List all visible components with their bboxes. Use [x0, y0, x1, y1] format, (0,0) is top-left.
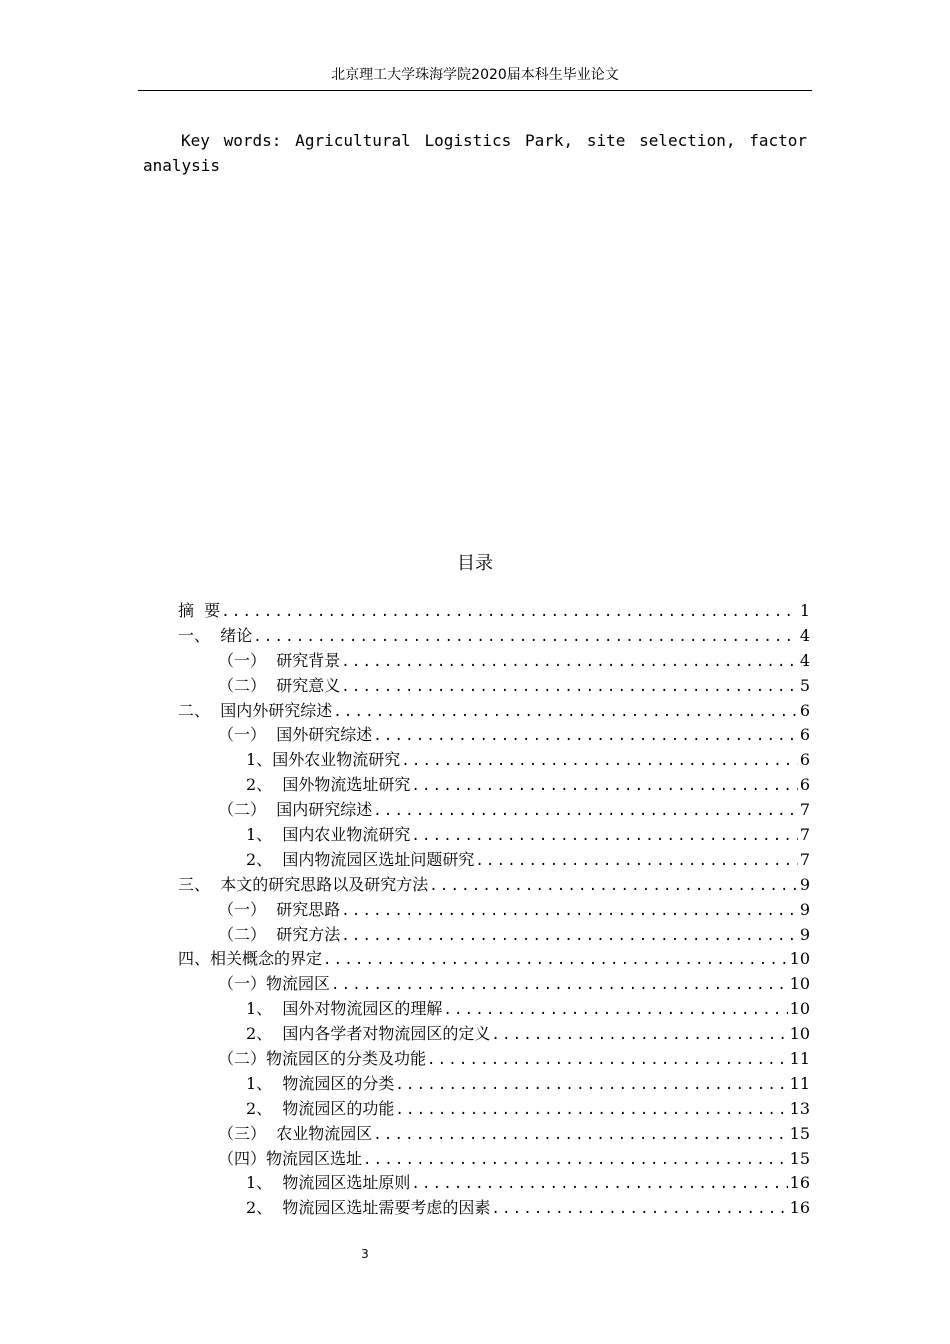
- toc-entry-title: 物流园区选址需要考虑的因素: [282, 1198, 491, 1218]
- toc-entry-page: 10: [789, 949, 810, 969]
- toc-entry[interactable]: [178, 1122, 810, 1147]
- toc-entry[interactable]: [178, 947, 810, 972]
- toc-entry[interactable]: [178, 1072, 810, 1097]
- toc-entry-title: 相关概念的界定: [210, 949, 323, 969]
- toc-dot-leader: [411, 1172, 787, 1196]
- toc-entry-number: （一）: [218, 974, 267, 994]
- toc-entry-number: （三）: [218, 1123, 277, 1143]
- toc-entry[interactable]: [178, 1022, 810, 1047]
- toc-entry-page: 10: [789, 999, 810, 1019]
- toc-dot-leader: [491, 1197, 787, 1221]
- toc-entry-number: （二）: [218, 800, 277, 820]
- toc-entry-page: 11: [789, 1049, 810, 1069]
- toc-entry-title: 研究背景: [276, 650, 341, 670]
- toc-entry-page: 15: [789, 1148, 810, 1168]
- toc-entry-page: 11: [789, 1073, 810, 1093]
- toc-entry-number: （二）: [218, 1049, 267, 1069]
- toc-dot-leader: [341, 650, 798, 674]
- toc-entry-number: 2、: [246, 1198, 283, 1218]
- toc-dot-leader: [443, 998, 787, 1022]
- toc-entry-title: 物流园区: [266, 974, 331, 994]
- toc-entry-number: （一）: [218, 899, 277, 919]
- toc-dot-leader: [395, 1073, 787, 1097]
- toc-entry-number: 2、: [246, 1024, 283, 1044]
- toc-entry[interactable]: [178, 972, 810, 997]
- toc-entry-page: 4: [799, 650, 810, 670]
- toc-dot-leader: [341, 924, 798, 948]
- keywords-paragraph: Key words: Agricultural Logistics Park, site selection, factor analysis: [143, 131, 807, 175]
- toc-dot-leader: [395, 1098, 787, 1122]
- toc-entry[interactable]: [178, 848, 810, 873]
- toc-entry-page: 16: [789, 1173, 810, 1193]
- toc-entry-title: 绪论: [220, 625, 253, 645]
- toc-entry-number: 1、: [246, 999, 283, 1019]
- toc-dot-leader: [427, 1048, 788, 1072]
- toc-entry[interactable]: [178, 923, 810, 948]
- running-header: 北京理工大学珠海学院2020届本科生毕业论文: [138, 64, 812, 91]
- toc-entry[interactable]: [178, 1171, 810, 1196]
- toc-dot-leader: [341, 899, 798, 923]
- toc-entry-title: 研究意义: [276, 675, 341, 695]
- toc-entry-number: （一）: [218, 725, 277, 745]
- toc-dot-leader: [373, 799, 798, 823]
- toc-dot-leader: [411, 824, 797, 848]
- toc-entry-title: 国外对物流园区的理解: [282, 999, 443, 1019]
- toc-entry[interactable]: [178, 599, 810, 624]
- toc-entry-title: 本文的研究思路以及研究方法: [220, 874, 429, 894]
- toc-entry-page: 7: [799, 825, 810, 845]
- toc-entry-page: 16: [789, 1198, 810, 1218]
- toc-dot-leader: [323, 948, 788, 972]
- toc-entry-page: 9: [799, 924, 810, 944]
- toc-entry-page: 7: [799, 849, 810, 869]
- toc-entry-number: 1、: [246, 750, 273, 770]
- toc-dot-leader: [253, 625, 798, 649]
- toc-entry[interactable]: [178, 1097, 810, 1122]
- toc-dot-leader: [331, 973, 788, 997]
- toc-dot-leader: [429, 874, 798, 898]
- toc-entry-title: 国内农业物流研究: [282, 825, 411, 845]
- toc-dot-leader: [401, 749, 798, 773]
- toc-dot-leader: [341, 675, 798, 699]
- toc-entry-title: 国外研究综述: [276, 725, 373, 745]
- toc-entry-number: 2、: [246, 775, 283, 795]
- toc-entry-number: 1、: [246, 1073, 283, 1093]
- toc-entry-title: 物流园区的分类及功能: [266, 1049, 427, 1069]
- toc-entry-number: （二）: [218, 675, 277, 695]
- toc-entry-number: 三、: [178, 874, 221, 894]
- toc-entry-title: 国内研究综述: [276, 800, 373, 820]
- toc-entry[interactable]: [178, 873, 810, 898]
- toc-entry-title: 摘 要: [178, 601, 221, 620]
- toc-entry[interactable]: [178, 773, 810, 798]
- toc-entry-title: 研究方法: [276, 924, 341, 944]
- toc-entry[interactable]: [178, 1047, 810, 1072]
- toc-entry-page: 10: [789, 974, 810, 994]
- toc-entry[interactable]: [178, 649, 810, 674]
- toc-entry-title: 国内外研究综述: [220, 700, 333, 720]
- toc-entry[interactable]: [178, 674, 810, 699]
- toc-dot-leader: [373, 724, 798, 748]
- toc-title: 目录: [457, 553, 493, 574]
- toc-entry-title: 物流园区的功能: [282, 1098, 395, 1118]
- toc-entry-title: 物流园区的分类: [282, 1073, 395, 1093]
- toc-entry-title: 国外农业物流研究: [272, 750, 401, 770]
- toc-entry-title: 农业物流园区: [276, 1123, 373, 1143]
- toc-entry-page: 1: [799, 601, 810, 620]
- page-number: 3: [361, 1247, 369, 1261]
- toc-entry-page: 9: [799, 874, 810, 894]
- toc-entry-number: 四、: [178, 949, 211, 969]
- toc-entry-number: （二）: [218, 924, 277, 944]
- table-of-contents: [178, 599, 810, 1221]
- toc-dot-leader: [373, 1123, 787, 1147]
- toc-entry-page: 6: [799, 725, 810, 745]
- toc-dot-leader: [363, 1148, 788, 1172]
- toc-entry[interactable]: [178, 723, 810, 748]
- toc-entry-page: 5: [799, 675, 810, 695]
- toc-entry-number: （一）: [218, 650, 277, 670]
- toc-dot-leader: [491, 1023, 787, 1047]
- toc-entry[interactable]: [178, 624, 810, 649]
- toc-entry-page: 6: [799, 750, 810, 770]
- toc-entry[interactable]: [178, 699, 810, 724]
- toc-entry-page: 4: [799, 625, 810, 645]
- toc-entry-page: 6: [799, 700, 810, 720]
- toc-entry-title: 国内各学者对物流园区的定义: [282, 1024, 491, 1044]
- toc-dot-leader: [475, 849, 797, 873]
- toc-entry-title: 物流园区选址原则: [282, 1173, 411, 1193]
- toc-entry-page: 6: [799, 775, 810, 795]
- toc-entry-page: 15: [789, 1123, 810, 1143]
- toc-entry-number: 1、: [246, 1173, 283, 1193]
- toc-entry[interactable]: [178, 748, 810, 773]
- toc-entry[interactable]: [178, 823, 810, 848]
- toc-entry-page: 13: [789, 1098, 810, 1118]
- toc-entry[interactable]: [178, 997, 810, 1022]
- toc-entry-title: 国内物流园区选址问题研究: [282, 849, 475, 869]
- toc-entry-page: 10: [789, 1024, 810, 1044]
- toc-entry-number: 二、: [178, 700, 221, 720]
- toc-entry-number: （四）: [218, 1148, 267, 1168]
- toc-dot-leader: [411, 774, 797, 798]
- toc-entry-number: 1、: [246, 825, 283, 845]
- toc-entry-number: 2、: [246, 1098, 283, 1118]
- toc-dot-leader: [221, 600, 798, 624]
- toc-dot-leader: [333, 700, 798, 724]
- toc-entry-page: 7: [799, 800, 810, 820]
- toc-entry-number: 一、: [178, 625, 221, 645]
- toc-entry-number: 2、: [246, 849, 283, 869]
- toc-entry[interactable]: [178, 898, 810, 923]
- toc-entry-title: 物流园区选址: [266, 1148, 363, 1168]
- toc-entry[interactable]: [178, 1147, 810, 1172]
- toc-entry-page: 9: [799, 899, 810, 919]
- toc-entry-title: 研究思路: [276, 899, 341, 919]
- toc-entry[interactable]: [178, 798, 810, 823]
- toc-entry-title: 国外物流选址研究: [282, 775, 411, 795]
- toc-entry[interactable]: [178, 1196, 810, 1221]
